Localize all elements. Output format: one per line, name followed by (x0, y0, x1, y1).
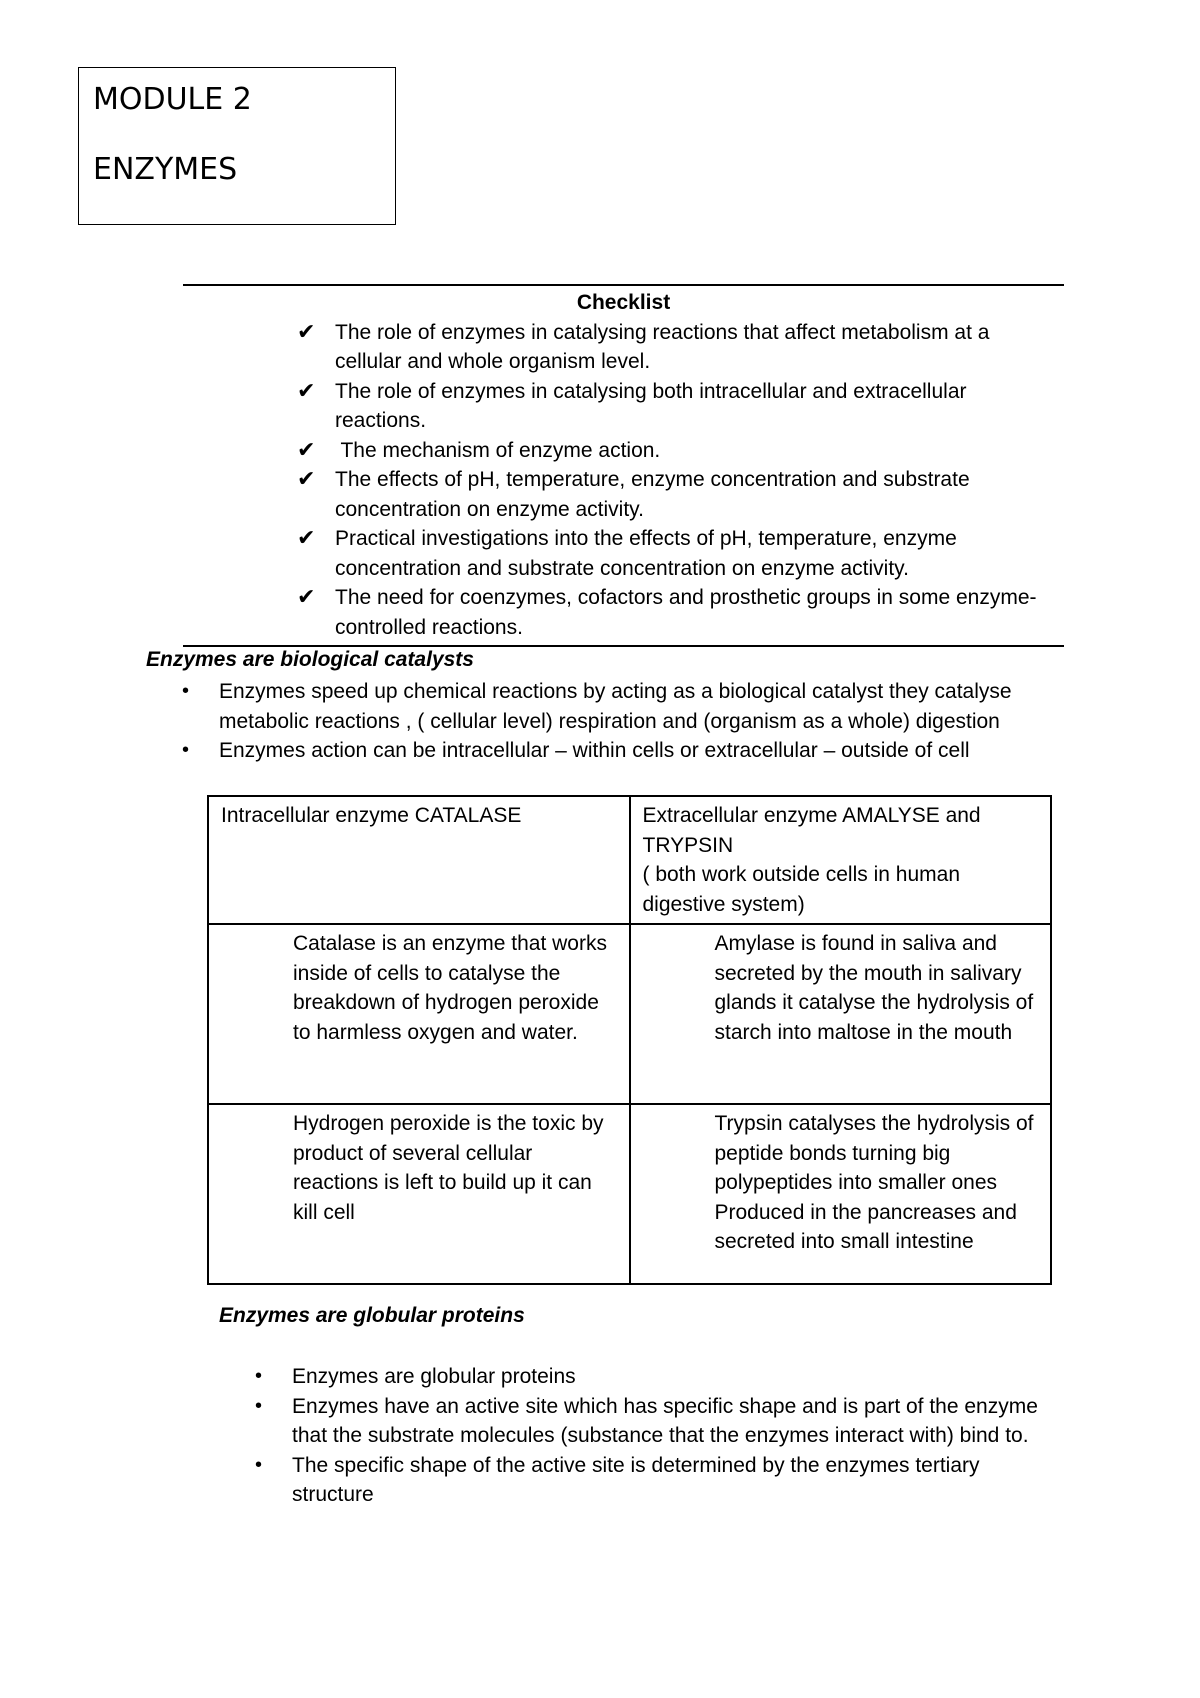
check-icon: ✔ (297, 378, 316, 404)
list-item: • The specific shape of the active site is determined by the enzymes tertiary structure (219, 1451, 1049, 1510)
list-item: • Enzymes speed up chemical reactions by acting as a biological catalyst they catalyse metabolic reactions , ( cellular level) respiration and (organism as a whole) digestion (146, 677, 1076, 736)
bullet-icon: • (255, 1453, 263, 1476)
list-item: • Enzymes have an active site which has specific shape and is part of the enzyme that the substrate molecules (substance that the enzymes interact with) bind to. (219, 1392, 1049, 1451)
globular-bullet-list (219, 1362, 1049, 1510)
table-header-extracellular: Extracellular enzyme AMALYSE and TRYPSIN ( both work outside cells in human digestive system) (630, 796, 1052, 924)
checklist (183, 284, 1064, 647)
module-topic: ENZYMES (93, 152, 238, 187)
checklist-item: ✔ The role of enzymes in catalysing reactions that affect metabolism at a cellular and whole organism level. (297, 319, 990, 373)
check-icon: ✔ (297, 437, 316, 463)
module-number: MODULE 2 (93, 82, 252, 117)
table-cell-trypsin: Trypsin catalyses the hydrolysis of peptide bonds turning big polypeptides into smaller ones Produced in the pancreases and secreted into small intestine (630, 1104, 1052, 1284)
checklist-item: ✔ The mechanism of enzyme action. (183, 436, 1055, 466)
check-icon: ✔ (297, 467, 316, 492)
section-heading-globular: Enzymes are globular proteins (219, 1304, 525, 1327)
checklist-item: ✔ The effects of pH, temperature, enzyme concentration and substrate concentration on enzyme activity. (297, 467, 970, 521)
check-icon: ✔ (297, 319, 316, 345)
list-item: • Enzymes action can be intracellular – within cells or extracellular – outside of cell (146, 736, 1076, 766)
checklist-item: ✔ The need for coenzymes, cofactors and prosthetic groups in some enzyme-controlled reactions. (297, 585, 1037, 639)
table-cell-catalase: Catalase is an enzyme that works inside of cells to catalyse the breakdown of hydrogen peroxide to harmless oxygen and water. (208, 924, 630, 1104)
check-icon: ✔ (297, 526, 316, 551)
module-title-box (78, 67, 396, 225)
checklist-item: ✔ Practical investigations into the effects of pH, temperature, enzyme concentration and substrate concentration on enzyme activity. (297, 526, 957, 580)
check-icon: ✔ (297, 585, 316, 610)
section-heading-catalysts: Enzymes are biological catalysts (146, 648, 474, 671)
bullet-icon: • (255, 1365, 263, 1387)
checklist-heading: Checklist (576, 291, 671, 314)
table-cell-hydrogen-peroxide: Hydrogen peroxide is the toxic by product of several cellular reactions is left to build up it can kill cell (208, 1104, 630, 1284)
catalysts-bullet-list (146, 677, 1076, 766)
list-item: • Enzymes are globular proteins (219, 1362, 1049, 1392)
checklist-item: ✔ The role of enzymes in catalysing both intracellular and extracellular reactions. (297, 378, 967, 432)
table-header-intracellular: Intracellular enzyme CATALASE (208, 796, 630, 924)
enzyme-comparison-table (207, 795, 1052, 1285)
table-cell-amylase: Amylase is found in saliva and secreted by the mouth in salivary glands it catalyse the hydrolysis of starch into maltose in the mouth (630, 924, 1052, 1104)
bullet-icon: • (182, 680, 190, 702)
bullet-icon: • (182, 739, 190, 761)
bullet-icon: • (255, 1394, 263, 1417)
